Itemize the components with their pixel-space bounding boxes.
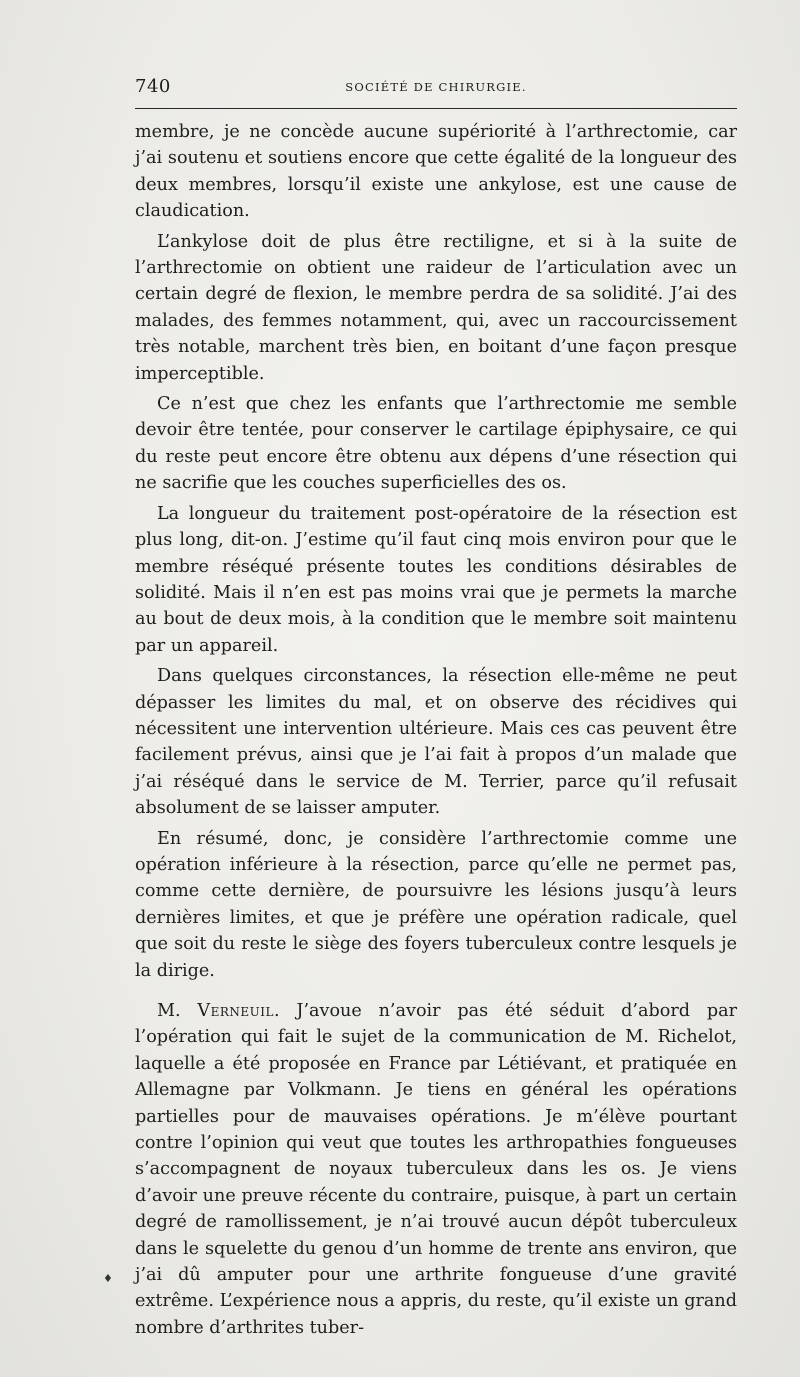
paragraph: Ce n’est que chez les enfants que l’arthrectomie me semble devoir être tentée, pour conserver le cartilage épiphysaire, ce qui du reste peut encore être obtenu aux dépens d’une résection qui ne sacrifie que les couches superficielles des os.: [135, 394, 737, 494]
paragraph: membre, je ne concède aucune supériorité à l’arthrectomie, car j’ai soutenu et soutiens encore que cette égalité de la longueur des deux membres, lorsqu’il existe une ankylose, est une cause de claudication.: [135, 122, 737, 222]
book-page: [135, 74, 737, 1345]
paragraph: Dans quelques circonstances, la résection elle-même ne peut dépasser les limites du mal, et on observe des récidives qui nécessitent une intervention ultérieure. Mais ces cas peuvent être facilement prévus, ainsi que je l’ai fait à propos d’un malade que j’ai réséqué dans le service de M. Terrier, parce qu’il refusait absolument de se laisser amputer.: [135, 666, 737, 819]
margin-mark: ♦: [103, 1272, 113, 1285]
paragraph: En résumé, donc, je considère l’arthrectomie comme une opération inférieure à la résection, parce qu’elle ne permet pas, comme cette dernière, de poursuivre les lésions jusqu’à leurs dernières limites, et que je préfère une opération radicale, quel que soit du reste le siège des foyers tuberculeux contre lesquels je la dirige.: [135, 828, 737, 981]
running-head: SOCIÉTÉ DE CHIRURGIE.: [345, 80, 527, 94]
verneuil-text: . J’avoue n’avoir pas été séduit d’abord par l’opération qui fait le sujet de la communication de M. Richelot, laquelle a été proposée en France par Létiévant, et pratiquée en Allemagne par Volkmann. Je tiens en général les opérations partielles pour de mauvaises opérations. Je m’élève pourtant contre l’opinion qui veut que toutes les arthropathies fongueuses s’accompagnent de noyaux tuberculeux dans les os. Je viens d’avoir une preuve récente du contraire, puisque, à part un certain degré de ramollissement, je n’ai trouvé aucun dépôt tuberculeux dans le squelette du genou d’un homme de trente ans environ, que j’ai dû amputer pour une arthrite fongueuse d’une gravité extrême. L’expérience nous a appris, du reste, qu’il existe un grand nombre d’arthrites tuber-: [135, 1001, 737, 1338]
body-text: [135, 119, 737, 1341]
verneuil-paragraph: [135, 998, 737, 1341]
speaker-name: Verneuil: [197, 1001, 274, 1021]
paragraph: La longueur du traitement post-opératoire de la résection est plus long, dit-on. J’estime qu’il faut cinq mois environ pour que le membre réséqué présente toutes les conditions désirables de solidité. Mais il n’en est pas moins vrai que je permets la marche au bout de deux mois, à la condition que le membre soit maintenu par un appareil.: [135, 503, 737, 656]
speaker-prefix: M.: [157, 1001, 198, 1021]
page-number: 740: [135, 76, 171, 97]
paragraph: L’ankylose doit de plus être rectiligne, et si à la suite de l’arthrectomie on obtient une raideur de l’articulation avec un certain degré de flexion, le membre perdra de sa solidité. J’ai des malades, des femmes notamment, qui, avec un raccourcissement très notable, marchent très bien, en boitant d’une façon presque imperceptible.: [135, 231, 737, 384]
page-header: [135, 74, 737, 109]
